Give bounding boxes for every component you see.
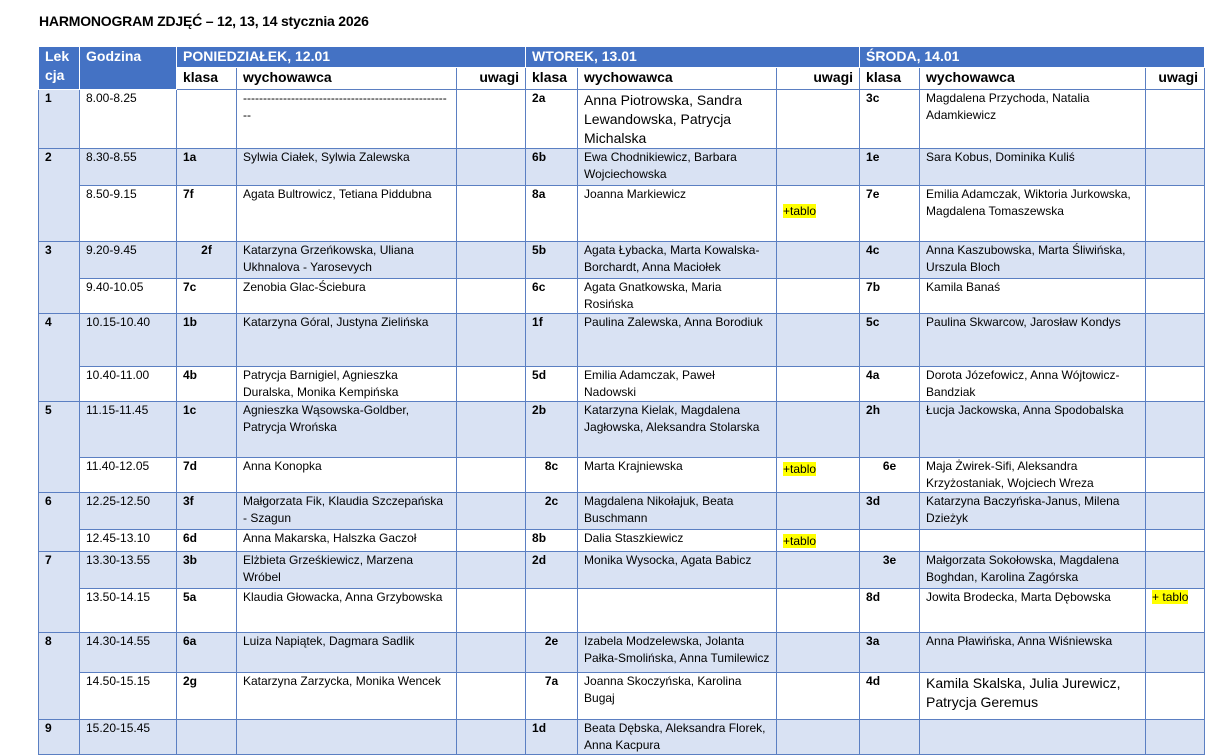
class-cell-tue: 1d xyxy=(526,720,578,755)
class-cell-tue: 2c xyxy=(526,493,578,530)
header-row-columns xyxy=(39,68,1205,90)
page-title: HARMONOGRAM ZDJĘĆ – 12, 13, 14 stycznia 2026 xyxy=(39,13,369,29)
note-cell-mon xyxy=(457,402,526,458)
time-cell: 13.30-13.55 xyxy=(80,552,177,589)
time-cell: 10.40-11.00 xyxy=(80,367,177,402)
tablo-note: +tablo xyxy=(783,204,817,218)
time-cell: 10.15-10.40 xyxy=(80,314,177,367)
note-cell-wed xyxy=(1146,530,1205,552)
note-cell-wed xyxy=(1146,149,1205,186)
table-row xyxy=(39,279,1205,314)
class-cell-tue: 2a xyxy=(526,90,578,149)
header-lekcja: Lek cja xyxy=(39,47,80,90)
lesson-number: 9 xyxy=(39,720,80,755)
class-cell-wed: 8d xyxy=(860,589,920,633)
note-cell-tue xyxy=(777,314,860,367)
time-cell: 14.30-14.55 xyxy=(80,633,177,673)
header-uwagi: uwagi xyxy=(777,68,860,90)
time-cell: 11.15-11.45 xyxy=(80,402,177,458)
table-row xyxy=(39,673,1205,720)
table-row xyxy=(39,633,1205,673)
note-cell-tue xyxy=(777,589,860,633)
teacher-cell-wed xyxy=(920,530,1146,552)
header-day-wed: ŚRODA, 14.01 xyxy=(860,47,1205,68)
note-cell-wed xyxy=(1146,186,1205,242)
class-cell-tue: 1f xyxy=(526,314,578,367)
teacher-cell-mon: Sylwia Ciałek, Sylwia Zalewska xyxy=(237,149,457,186)
class-cell-wed: 2h xyxy=(860,402,920,458)
class-cell-tue: 5d xyxy=(526,367,578,402)
teacher-cell-mon: ----------------------------------------------------- xyxy=(237,90,457,149)
teacher-cell-mon: Katarzyna Grzeńkowska, Uliana Ukhnalova - Yarosevych xyxy=(237,242,457,279)
class-cell-tue: 2e xyxy=(526,633,578,673)
note-cell-wed xyxy=(1146,493,1205,530)
note-cell-mon xyxy=(457,279,526,314)
table-row xyxy=(39,402,1205,458)
time-cell: 11.40-12.05 xyxy=(80,458,177,493)
time-cell: 8.50-9.15 xyxy=(80,186,177,242)
header-klasa: klasa xyxy=(526,68,578,90)
header-uwagi: uwagi xyxy=(457,68,526,90)
teacher-cell-tue: Ewa Chodnikiewicz, Barbara Wojciechowska xyxy=(578,149,777,186)
class-cell-mon: 3b xyxy=(177,552,237,589)
class-cell-mon: 7d xyxy=(177,458,237,493)
class-cell-mon: 1a xyxy=(177,149,237,186)
class-cell-wed: 3e xyxy=(860,552,920,589)
teacher-cell-tue: Izabela Modzelewska, Jolanta Pałka-Smolińska, Anna Tumilewicz xyxy=(578,633,777,673)
note-cell-wed xyxy=(1146,242,1205,279)
schedule-table xyxy=(38,46,1205,755)
header-klasa: klasa xyxy=(860,68,920,90)
table-row xyxy=(39,720,1205,755)
class-cell-wed: 4c xyxy=(860,242,920,279)
table-row xyxy=(39,314,1205,367)
class-cell-wed: 6e xyxy=(860,458,920,493)
time-cell: 12.45-13.10 xyxy=(80,530,177,552)
class-cell-wed: 3a xyxy=(860,633,920,673)
teacher-cell-mon: Małgorzata Fik, Klaudia Szczepańska - Szagun xyxy=(237,493,457,530)
lesson-number: 7 xyxy=(39,552,80,633)
note-cell-mon xyxy=(457,633,526,673)
time-cell: 9.40-10.05 xyxy=(80,279,177,314)
class-cell-tue: 6b xyxy=(526,149,578,186)
time-cell: 12.25-12.50 xyxy=(80,493,177,530)
teacher-cell-mon: Elżbieta Grześkiewicz, Marzena Wróbel xyxy=(237,552,457,589)
note-cell-wed xyxy=(1146,673,1205,720)
note-cell-wed xyxy=(1146,633,1205,673)
tablo-note: +tablo xyxy=(783,534,817,548)
teacher-cell-mon: Zenobia Glac-Ściebura xyxy=(237,279,457,314)
note-cell-wed xyxy=(1146,589,1205,633)
teacher-cell-tue xyxy=(578,589,777,633)
lesson-number: 1 xyxy=(39,90,80,149)
teacher-cell-wed: Magdalena Przychoda, Natalia Adamkiewicz xyxy=(920,90,1146,149)
teacher-cell-tue: Monika Wysocka, Agata Babicz xyxy=(578,552,777,589)
class-cell-wed: 5c xyxy=(860,314,920,367)
class-cell-tue: 8a xyxy=(526,186,578,242)
class-cell-mon: 3f xyxy=(177,493,237,530)
note-cell-mon xyxy=(457,149,526,186)
class-cell-tue: 2b xyxy=(526,402,578,458)
teacher-cell-tue: Beata Dębska, Aleksandra Florek, Anna Kacpura xyxy=(578,720,777,755)
teacher-cell-tue: Dalia Staszkiewicz xyxy=(578,530,777,552)
note-cell-tue xyxy=(777,720,860,755)
note-cell-mon xyxy=(457,589,526,633)
teacher-cell-tue: Emilia Adamczak, Paweł Nadowski xyxy=(578,367,777,402)
lesson-number: 3 xyxy=(39,242,80,314)
time-cell: 15.20-15.45 xyxy=(80,720,177,755)
class-cell-wed xyxy=(860,720,920,755)
class-cell-mon xyxy=(177,720,237,755)
teacher-cell-mon: Anna Konopka xyxy=(237,458,457,493)
teacher-cell-wed: Anna Kaszubowska, Marta Śliwińska, Urszula Bloch xyxy=(920,242,1146,279)
time-cell: 14.50-15.15 xyxy=(80,673,177,720)
teacher-cell-wed: Sara Kobus, Dominika Kuliś xyxy=(920,149,1146,186)
header-godzina: Godzina xyxy=(80,47,177,90)
header-row-days xyxy=(39,47,1205,68)
teacher-cell-mon: Katarzyna Zarzycka, Monika Wencek xyxy=(237,673,457,720)
note-cell-wed xyxy=(1146,314,1205,367)
class-cell-tue: 8b xyxy=(526,530,578,552)
teacher-cell-mon: Katarzyna Góral, Justyna Zielińska xyxy=(237,314,457,367)
class-cell-wed: 1e xyxy=(860,149,920,186)
class-cell-mon: 6d xyxy=(177,530,237,552)
table-row xyxy=(39,90,1205,149)
note-cell-mon xyxy=(457,314,526,367)
lesson-number: 4 xyxy=(39,314,80,402)
header-day-tue: WTOREK, 13.01 xyxy=(526,47,860,68)
note-cell-wed xyxy=(1146,90,1205,149)
header-wychowawca: wychowawca xyxy=(920,68,1146,90)
class-cell-wed: 3d xyxy=(860,493,920,530)
teacher-cell-mon: Klaudia Głowacka, Anna Grzybowska xyxy=(237,589,457,633)
teacher-cell-tue: Agata Łybacka, Marta Kowalska-Borchardt, Anna Maciołek xyxy=(578,242,777,279)
teacher-cell-mon: Agnieszka Wąsowska-Goldber, Patrycja Wrońska xyxy=(237,402,457,458)
teacher-cell-wed: Emilia Adamczak, Wiktoria Jurkowska, Magdalena Tomaszewska xyxy=(920,186,1146,242)
teacher-cell-wed: Łucja Jackowska, Anna Spodobalska xyxy=(920,402,1146,458)
teacher-cell-tue: Agata Gnatkowska, Maria Rosińska xyxy=(578,279,777,314)
table-row xyxy=(39,589,1205,633)
time-cell: 13.50-14.15 xyxy=(80,589,177,633)
class-cell-tue: 8c xyxy=(526,458,578,493)
note-cell-mon xyxy=(457,673,526,720)
header-wychowawca: wychowawca xyxy=(578,68,777,90)
teacher-cell-tue: Joanna Markiewicz xyxy=(578,186,777,242)
teacher-cell-wed: Jowita Brodecka, Marta Dębowska xyxy=(920,589,1146,633)
note-cell-wed xyxy=(1146,720,1205,755)
teacher-cell-wed: Dorota Józefowicz, Anna Wójtowicz-Bandziak xyxy=(920,367,1146,402)
note-cell-mon xyxy=(457,90,526,149)
teacher-cell-mon: Luiza Napiątek, Dagmara Sadlik xyxy=(237,633,457,673)
teacher-cell-wed: Anna Pławińska, Anna Wiśniewska xyxy=(920,633,1146,673)
teacher-cell-mon: Patrycja Barnigiel, Agnieszka Duralska, Monika Kempińska xyxy=(237,367,457,402)
note-cell-mon xyxy=(457,720,526,755)
note-cell-mon xyxy=(457,530,526,552)
note-cell-wed xyxy=(1146,458,1205,493)
class-cell-tue: 6c xyxy=(526,279,578,314)
note-cell-mon xyxy=(457,552,526,589)
teacher-cell-wed: Katarzyna Baczyńska-Janus, Milena Dzieżyk xyxy=(920,493,1146,530)
teacher-cell-wed: Małgorzata Sokołowska, Magdalena Boghdan, Karolina Zagórska xyxy=(920,552,1146,589)
class-cell-wed: 7b xyxy=(860,279,920,314)
teacher-cell-wed: Kamila Skalska, Julia Jurewicz, Patrycja Geremus xyxy=(920,673,1146,720)
note-cell-tue xyxy=(777,458,860,493)
note-cell-tue xyxy=(777,633,860,673)
teacher-cell-tue: Joanna Skoczyńska, Karolina Bugaj xyxy=(578,673,777,720)
header-day-mon: PONIEDZIAŁEK, 12.01 xyxy=(177,47,526,68)
note-cell-tue xyxy=(777,552,860,589)
note-cell-tue xyxy=(777,493,860,530)
class-cell-wed: 4a xyxy=(860,367,920,402)
teacher-cell-tue: Magdalena Nikołajuk, Beata Buschmann xyxy=(578,493,777,530)
note-cell-tue xyxy=(777,149,860,186)
lesson-number: 2 xyxy=(39,149,80,242)
note-cell-tue xyxy=(777,673,860,720)
teacher-cell-wed: Maja Żwirek-Sifi, Aleksandra Krzyżostaniak, Wojciech Wreza xyxy=(920,458,1146,493)
note-cell-tue xyxy=(777,530,860,552)
note-cell-wed xyxy=(1146,402,1205,458)
teacher-cell-tue: Anna Piotrowska, Sandra Lewandowska, Patrycja Michalska xyxy=(578,90,777,149)
note-cell-tue xyxy=(777,186,860,242)
header-klasa: klasa xyxy=(177,68,237,90)
lesson-number: 6 xyxy=(39,493,80,552)
note-cell-mon xyxy=(457,186,526,242)
class-cell-wed: 3c xyxy=(860,90,920,149)
table-row xyxy=(39,552,1205,589)
header-wychowawca: wychowawca xyxy=(237,68,457,90)
teacher-cell-wed: Paulina Skwarcow, Jarosław Kondys xyxy=(920,314,1146,367)
class-cell-tue: 7a xyxy=(526,673,578,720)
time-cell: 9.20-9.45 xyxy=(80,242,177,279)
time-cell: 8.30-8.55 xyxy=(80,149,177,186)
class-cell-tue: 5b xyxy=(526,242,578,279)
class-cell-mon xyxy=(177,90,237,149)
class-cell-mon: 6a xyxy=(177,633,237,673)
class-cell-tue xyxy=(526,589,578,633)
table-row xyxy=(39,242,1205,279)
table-row xyxy=(39,493,1205,530)
note-cell-wed xyxy=(1146,367,1205,402)
class-cell-mon: 4b xyxy=(177,367,237,402)
table-row xyxy=(39,186,1205,242)
class-cell-wed: 7e xyxy=(860,186,920,242)
teacher-cell-mon xyxy=(237,720,457,755)
class-cell-wed: 4d xyxy=(860,673,920,720)
time-cell: 8.00-8.25 xyxy=(80,90,177,149)
teacher-cell-tue: Marta Krajniewska xyxy=(578,458,777,493)
teacher-cell-wed xyxy=(920,720,1146,755)
teacher-cell-mon: Anna Makarska, Halszka Gaczoł xyxy=(237,530,457,552)
table-row xyxy=(39,458,1205,493)
teacher-cell-tue: Paulina Zalewska, Anna Borodiuk xyxy=(578,314,777,367)
table-row xyxy=(39,530,1205,552)
note-cell-mon xyxy=(457,493,526,530)
note-cell-tue xyxy=(777,90,860,149)
class-cell-mon: 7c xyxy=(177,279,237,314)
note-cell-wed xyxy=(1146,552,1205,589)
class-cell-mon: 5a xyxy=(177,589,237,633)
tablo-note: + tablo xyxy=(1152,590,1189,604)
note-cell-mon xyxy=(457,458,526,493)
lesson-number: 5 xyxy=(39,402,80,493)
note-cell-wed xyxy=(1146,279,1205,314)
class-cell-mon: 1c xyxy=(177,402,237,458)
note-cell-tue xyxy=(777,402,860,458)
class-cell-wed xyxy=(860,530,920,552)
class-cell-tue: 2d xyxy=(526,552,578,589)
lesson-number: 8 xyxy=(39,633,80,720)
class-cell-mon: 2f xyxy=(177,242,237,279)
header-uwagi: uwagi xyxy=(1146,68,1205,90)
note-cell-tue xyxy=(777,279,860,314)
tablo-note: +tablo xyxy=(783,462,817,476)
table-row xyxy=(39,149,1205,186)
note-cell-tue xyxy=(777,242,860,279)
class-cell-mon: 2g xyxy=(177,673,237,720)
teacher-cell-mon: Agata Bultrowicz, Tetiana Piddubna xyxy=(237,186,457,242)
table-row xyxy=(39,367,1205,402)
teacher-cell-wed: Kamila Banaś xyxy=(920,279,1146,314)
teacher-cell-tue: Katarzyna Kielak, Magdalena Jagłowska, Aleksandra Stolarska xyxy=(578,402,777,458)
note-cell-mon xyxy=(457,367,526,402)
note-cell-tue xyxy=(777,367,860,402)
note-cell-mon xyxy=(457,242,526,279)
class-cell-mon: 7f xyxy=(177,186,237,242)
class-cell-mon: 1b xyxy=(177,314,237,367)
